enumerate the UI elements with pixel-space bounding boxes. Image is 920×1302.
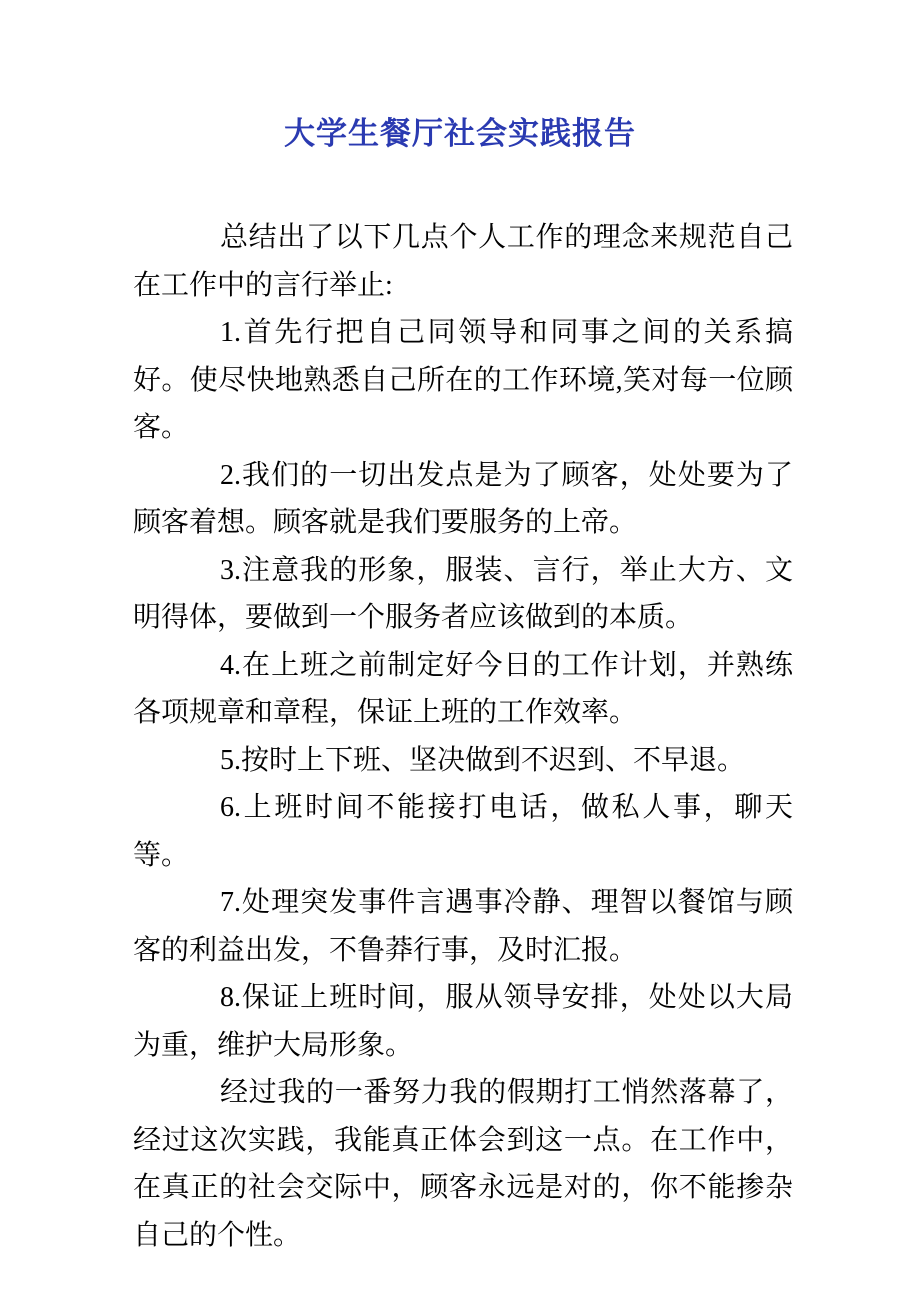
paragraph-item-6: 6.上班时间不能接打电话，做私人事，聊天等。 [133, 792, 793, 871]
paragraph-item-8: 8.保证上班时间，服从领导安排，处处以大局为重，维护大局形象。 [133, 982, 793, 1061]
paragraph-item-3: 3.注意我的形象，服装、言行，举止大方、文明得体，要做到一个服务者应该做到的本质。 [133, 554, 793, 633]
paragraph-item-2: 2.我们的一切出发点是为了顾客，处处要为了顾客着想。顾客就是我们要服务的上帝。 [133, 459, 793, 538]
paragraph-item-4: 4.在上班之前制定好今日的工作计划，并熟练各项规章和章程，保证上班的工作效率。 [133, 649, 793, 728]
paragraph-conclusion: 经过我的一番努力我的假期打工悄然落幕了，经过这次实践，我能真正体会到这一点。在工作中，在真正的社会交际中，顾客永远是对的，你不能掺杂自己的个性。 [133, 1077, 793, 1251]
document-title: 大学生餐厅社会实践报告 [284, 116, 636, 151]
paragraph-item-5: 5.按时上下班、坚决做到不迟到、不早退。 [220, 744, 746, 776]
paragraph-item-7: 7.处理突发事件言遇事冷静、理智以餐馆与顾客的利益出发，不鲁莽行事，及时汇报。 [133, 887, 793, 966]
document-body [0, 214, 920, 1259]
paragraph-intro: 总结出了以下几点个人工作的理念来规范自己在工作中的言行举止: [133, 222, 793, 301]
paragraph-item-1: 1.首先行把自己同领导和同事之间的关系搞好。使尽快地熟悉自己所在的工作环境,笑对每一位顾客。 [133, 317, 793, 443]
